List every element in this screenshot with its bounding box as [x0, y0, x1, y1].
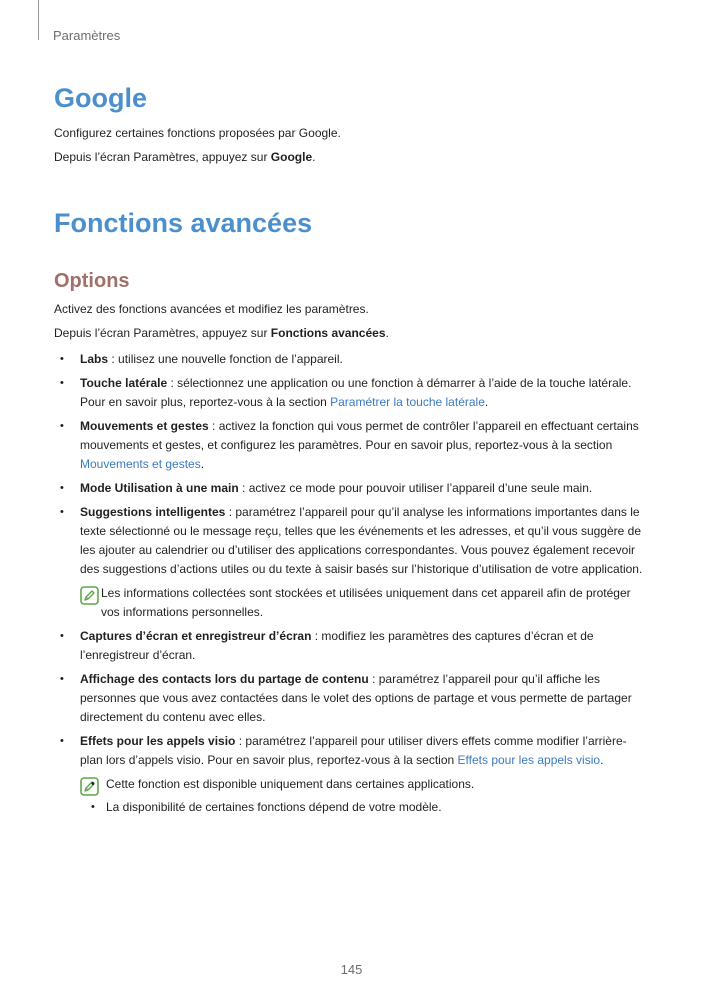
google-path	[54, 148, 315, 167]
advanced-path-prefix: Depuis l’écran Paramètres, appuyez sur	[54, 326, 271, 340]
motions-text: : activez la fonction qui vous permet de contrôler l’appareil en effectuant certains mouvements et gestes, et configurez les paramètres. Pour en savoir plus, reportez-vous à la section	[80, 419, 639, 452]
bullet-dot: •	[60, 377, 64, 389]
note-item-text: Cette fonction est disponible uniquement dans certaines applications.	[106, 777, 475, 791]
list-item-suggestions	[54, 503, 648, 579]
options-list	[54, 350, 648, 822]
bullet-dot: •	[60, 673, 64, 685]
advanced-intro: Activez des fonctions avancées et modifiez les paramètres.	[54, 302, 369, 316]
bullet-dot: •	[91, 801, 95, 813]
motions-link[interactable]: Mouvements et gestes	[80, 457, 201, 471]
note-item-text: La disponibilité de certaines fonctions dépend de votre modèle.	[106, 800, 442, 814]
bullet-dot: •	[60, 482, 64, 494]
suggestions-note-text: Les informations collectées sont stockées et utilisées uniquement dans cet appareil afin de protéger vos informations personnelles.	[101, 586, 631, 619]
advanced-path	[54, 324, 389, 343]
google-path-target: Google	[270, 150, 313, 164]
labs-term: Labs	[80, 352, 109, 366]
side-key-text: : sélectionnez une application ou une fonction à démarrer à l’aide de la touche latérale. Pour en savoir plus, reportez-vous à la section	[80, 376, 632, 409]
google-path-suffix: .	[312, 150, 316, 164]
section-header: Paramètres	[53, 28, 121, 43]
video-effects-link[interactable]: Effets pour les appels visio	[457, 753, 601, 767]
page-number: 145	[340, 962, 363, 977]
labs-text: : utilisez une nouvelle fonction de l’appareil.	[108, 352, 343, 366]
motions-end: .	[200, 457, 205, 471]
bullet-dot: •	[60, 506, 64, 518]
list-item-motions	[54, 417, 648, 474]
list-item-one-hand	[54, 479, 648, 498]
bullet-dot: •	[60, 630, 64, 642]
bullet-dot: •	[60, 735, 64, 747]
share-contacts-term: Affichage des contacts lors du partage de contenu	[80, 672, 369, 686]
screenshots-term: Captures d’écran et enregistreur d’écran	[80, 629, 312, 643]
list-item-screenshots	[54, 627, 648, 665]
corner-rule	[38, 0, 39, 40]
video-effects-note-list	[90, 775, 648, 817]
advanced-path-target: Fonctions avancées	[270, 326, 386, 340]
side-key-link[interactable]: Paramétrer la touche latérale	[330, 395, 485, 409]
video-effects-note	[64, 775, 648, 817]
google-path-prefix: Depuis l’écran Paramètres, appuyez sur	[54, 150, 271, 164]
list-item-share-contacts	[54, 670, 648, 727]
list-item-video-effects	[54, 732, 648, 770]
options-title: Options	[54, 270, 130, 292]
one-hand-text: : activez ce mode pour pouvoir utiliser l’appareil d’une seule main.	[238, 481, 593, 495]
google-title: Google	[54, 83, 147, 113]
share-contacts-text: : paramétrez l’appareil pour qu’il affiche les personnes que vous avez contactées dans le volet des options de partage et vous permette de partager directement du contenu avec elles.	[80, 672, 632, 724]
bullet-dot: •	[60, 420, 64, 432]
video-effects-text: : paramétrez l’appareil pour utiliser divers effets comme modifier l’arrière-plan lors d’appels visio. Pour en savoir plus, reportez-vous à la section	[80, 734, 627, 767]
suggestions-text: : paramétrez l’appareil pour qu’il analyse les informations importantes dans le texte sélectionné ou le message reçu, telles que les événements et les adresses, et qu’il vous suggère de les ajouter au calendrier ou d’utiliser des applications correspondantes. Vous pouvez également recevoir des suggestions d’actions utiles ou du texte à saisir basés sur l’historique d’utilisation de votre application.	[80, 505, 643, 576]
note-list-item	[90, 798, 648, 817]
bullet-dot: •	[91, 778, 95, 790]
note-pencil-icon	[80, 586, 99, 605]
suggestions-note	[64, 584, 648, 622]
suggestions-term: Suggestions intelligentes	[80, 505, 226, 519]
video-effects-end: .	[600, 753, 604, 767]
one-hand-term: Mode Utilisation à une main	[80, 481, 239, 495]
note-list-item	[90, 775, 648, 794]
motions-term: Mouvements et gestes	[80, 419, 209, 433]
list-item-side-key	[54, 374, 648, 412]
side-key-end: .	[484, 395, 489, 409]
advanced-title: Fonctions avancées	[54, 208, 313, 238]
screenshots-text: : modifiez les paramètres des captures d’écran et de l’enregistreur d’écran.	[80, 629, 594, 662]
list-item-labs	[54, 350, 648, 369]
google-intro: Configurez certaines fonctions proposées par Google.	[54, 126, 341, 140]
advanced-path-suffix: .	[385, 326, 389, 340]
video-effects-term: Effets pour les appels visio	[80, 734, 236, 748]
bullet-dot: •	[60, 353, 64, 365]
side-key-term: Touche latérale	[80, 376, 168, 390]
